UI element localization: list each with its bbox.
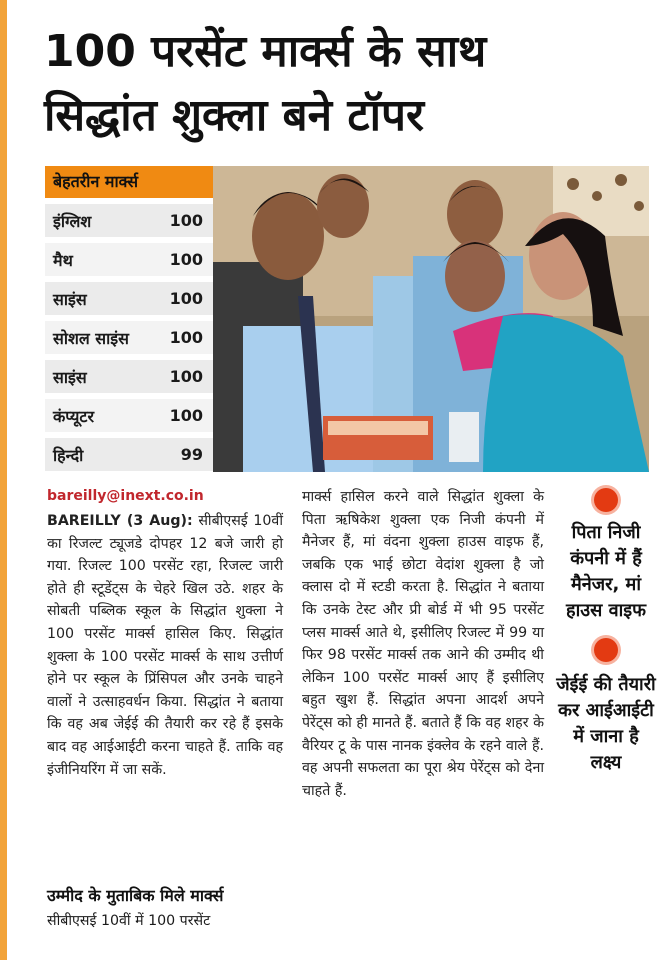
subject-label: हिन्दी [53,445,84,465]
celebration-photo-illustration [213,166,649,472]
article-subhead: उम्मीद के मुताबिक मिले मार्क्स [47,886,224,905]
marks-row-computer [45,399,213,432]
bullet-icon [594,488,618,512]
subject-score: 100 [169,367,203,386]
article-text-1: सीबीएसई 10वीं का रिजल्ट ट्यूजडे दोपहर 12 बजे जारी हो गया. रिजल्ट 100 परसेंट रहा, रिजल्ट जारी होते ही स्टूडेंट्स के चेहरे खिल उठे. शहर के सोबती पब्लिक स्कूल के सिद्धांत शुक्ला ने 100 परसेंट मार्क्स हासिल किए. सिद्धांत शुक्ला के 100 परसेंट मार्क्स के साथ उत्तीर्ण होने पर स्कूल के प्रिंसिपल और उनके चाहने वालों ने उत्साहवर्धन किया. सिद्धांत ने बताया कि वह अब जेईई की तैयारी कर रहे हैं इसके बाद वह आईआईटी करना चाहते हैं. ताकि वह इंजीनियरिंग में जा सकें. [47,513,283,778]
news-photo [213,166,649,472]
marks-row-hindi [45,438,213,471]
subject-label: इंग्लिश [53,211,92,231]
subject-label: मैथ [53,250,73,270]
marks-row-social-science [45,321,213,354]
subject-score: 100 [169,406,203,425]
subject-score: 100 [169,250,203,269]
dateline: BAREILLY (3 Aug): [47,513,193,529]
byline: bareilly@inext.co.in [47,488,204,504]
subject-score: 100 [169,289,203,308]
bullet-icon [594,638,618,662]
subject-score: 99 [180,445,203,464]
marks-row-science-2 [45,360,213,393]
subject-label: कंप्यूटर [53,406,94,426]
highlight-quote-1: पिता निजी कंपनी में हैं मैनेजर, मां हाउस वाइफ [566,522,646,621]
left-accent-rule [0,0,7,960]
article-column-2 [302,486,544,802]
subject-label: साइंस [53,367,87,387]
subject-label: साइंस [53,289,87,309]
headline-line-2: सिद्धांत शुक्ला बने टॉपर [44,90,424,141]
marks-row-science [45,282,213,315]
subject-label: सोशल साइंस [53,328,129,348]
highlight-sidebar [556,488,656,776]
marks-table-title: बेहतरीन मार्क्स [45,166,213,198]
marks-row-english [45,204,213,237]
headline-line-1: 100 परसेंट मार्क्स के साथ [44,26,487,77]
highlight-quote-2: जेईई की तैयारी कर आईआईटी में जाना है लक्ष्य [556,674,656,773]
article-text-continued: सीबीएसई 10वीं में 100 परसेंट [47,913,211,929]
headline [44,20,644,148]
marks-row-maths [45,243,213,276]
article-column-1 [47,510,283,781]
subject-score: 100 [169,211,203,230]
marks-table [45,166,213,471]
subject-score: 100 [169,328,203,347]
article-text-2: मार्क्स हासिल करने वाले सिद्धांत शुक्ला के पिता ऋषिकेश शुक्ला एक निजी कंपनी में मैनेजर हैं, मां वंदना शुक्ला हाउस वाइफ हैं, जबकि एक भाई छोटा वेदांश शुक्ला है जो क्लास दो में स्टडी करता है. सिद्धांत ने बताया कि उनके टेस्ट और प्री बोर्ड में भी 95 परसेंट प्लस मार्क्स आते थे, इसीलिए रिजल्ट में 99 या फिर 98 परसेंट मार्क्स तक आने की उम्मीद थी लेकिन 100 परसेंट मार्क्स आए हैं इसीलिए बहुत खुश हैं. सिद्धांत अपना आदर्श अपने पेरेंट्स को ही मानते हैं. बताते हैं कि वह शहर के वैरियर टू के पास नानक इंक्लेव के रहने वाले हैं. वह अपनी सफलता का पूरा श्रेय पेरेंट्स को देना चाहते हैं. [302,489,544,799]
